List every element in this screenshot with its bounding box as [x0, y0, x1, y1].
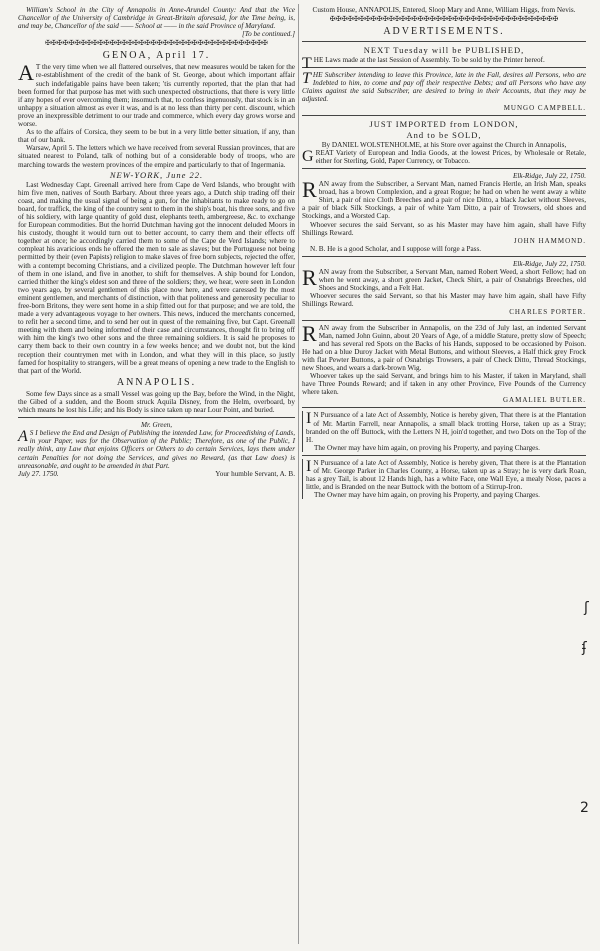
ad-rule — [302, 115, 586, 116]
handwritten-margin-mark: ʃ — [584, 600, 589, 616]
annapolis-heading: ANNAPOLIS. — [116, 376, 197, 388]
continued-note: [To be continued.] — [241, 30, 295, 39]
genoa-paragraph: A T the very time when we all flattered ourselves, that new measures would be taken for the re-establishment of the credit of the bank of St. George, about which important affair such indefatigable pains have been taken; 'tis currently reported, that the plan that had been formed for that purpose has met with such unexpected obstructions, that there is very little if any hopes of ever overcoming them; insomuch that, to confess ingenuously, that stock is in an unhappy a situation almost as ever it was, and is at no less than thirty per cent. discount, which prove an inexpressible detriment to our trade and commerce, which every day grows worse and worse. — [18, 60, 295, 129]
ad4-body: RAN away from the Subscriber, a Servant Man, named Francis Hertle, an Irish Man, speaks broad, has a brown Complexion, and a great Rogue; he had on when he went away a white Shirt, a pair of nice Cloth Breeches and a pair of nice Ditto, a black Jacket without Sleeves, a pair of black Silk Stockings, a pair of white Yarn Ditto, a pair of Trowsers, old shoes and Stockings, and a Worsted Cap. — [302, 177, 586, 221]
ad5-reward: Whoever secures the said Servant, so that his Master may have him again, shall have Fifty Shillings Reward. — [302, 292, 586, 309]
letter-body: A S I believe the End and Design of Publishing the intended Law, for Proceedishing of Lands, in your Paper, was for the Observation of the Public; Therefore, as one of the Public, I really think, any Law that enjoins Officers or Others to do certain Services, lays them under certain Penalties for not doing the Services, and gives no Reward, (as that Law does) is unreasonable, and ought to be amended in that Part. — [18, 428, 295, 470]
ad7-box — [302, 411, 586, 451]
ad1-heading: NEXT Tuesday will be PUBLISHED, — [363, 45, 525, 56]
ad8-body: I N Pursuance of a late Act of Assembly, Notice is hereby given, That there is at the Plantation of Mr. George Parker in Charles County, a Horse, taken up as a Stray; he is very dark Roan, has a grey Tail, is about 12 Hands high, has a white Face, one Wall Eye, a mealy Nose, paces a little, and is Branded on the near Buttock with the bottom of a Stirrup-Iron. — [306, 457, 586, 492]
ad-rule — [302, 455, 586, 456]
letter-salutation: Mr. Green, — [140, 421, 173, 430]
newyork-paragraph: Last Wednesday Capt. Greenall arrived here from Cape de Verd Islands, who brought with him five men, natives of South Barbary. About three years ago, a Dutch ship trading off their coast, and making the usual signal of being a gun, for the inhabitants to make ready to go on board, for traffick, the king of the country sent to them in the ship's boat, his three sons, and five of his soldiery, with large quantity of gold dust, elephants teeth, ambergreese, &c. to exchange for European commodities. But the horrid Dutchman having got the innocent deluded Moors in his custody, thought it would turn out to better account, to carry them and their effects off together at once; he accordingly carried them to some of the Cape de Verd Islands; where to compleat his avaricious ends he offered the men to sale as slaves; but the Portuguese not being permitted by their (even Papists) religion to make slaves of free born subjects, rejected the offer, with a contempt becoming Christians, and a civilized people. The Dutchman however left four of them in one island, and five in another, to shift for themselves. A ship bound for London, carried thither the king's eldest son and three of the soldiers; they, we hear, were seen in London two years ago, by several gentlemen of this place now here, and were caressed by the most eminent gentlemen, and merchants of distinction, with that politeness and generosity peculiar to free-born Britons, they were sent home in a ship fitted out for that purpose; and we are told, the made a very advantageous voyage to her owners. This news, induced the merchants concerned, to refit her a second time, and to send her out in quest of the remaining five, but Capt. Greenall meeting with them and being informed of their case and circumstances, thought fit to bring off with him the king's two other sons and the three remaining soldiers. It is said he proposes to carry them back to their own country in a few weeks hence; and we doubt not, but the kind reception their countrymen met with in London, and what they will in this place, so justly famed for hospitality to strangers, will be a great means of opening a new trade to the English to that part of the World. — [18, 180, 295, 375]
ad5-signature: CHARLES PORTER. — [509, 308, 586, 317]
warsaw-paragraph: Warsaw, April 5. The letters which we have received from several Russian provinces, that are situated nearest to Poland, talk of nothing but of a considerable body of troops, who are marching towards the western provinces of the empire and particularly to that of Ingermania. — [18, 144, 295, 169]
ad7-owner: The Owner may have him again, on proving his Property, and paying Charges. — [314, 443, 540, 452]
right-column — [302, 6, 586, 499]
genoa-heading: GENOA, April 17. — [102, 50, 211, 62]
ad-rule — [302, 168, 586, 169]
ad6-reward: Whoever takes up the said Servant, and brings him to his Master, if taken in Maryland, shall have Three Pounds Reward; and if taken in any other Province, Five Pounds of the Currency where taken. — [302, 372, 586, 397]
annapolis-paragraph: Some few Days since as a small Vessel was going up the Bay, before the Wind, in the Night, the Gibed of a sudden, and the Boom struck Aquila Disney, from the Helm, overboard, by which means he lost his Life; and his Body is since taken up near Lour Point, and buried. — [18, 389, 295, 415]
ad-rule — [302, 407, 586, 408]
ornamental-divider: ✠✠✠✠✠✠✠✠✠✠✠✠✠✠✠✠✠✠✠✠✠✠✠✠✠✠✠✠✠✠✠✠✠✠✠✠✠✠ — [45, 39, 268, 48]
ad5-body: RAN away from the Subscriber, a Servant Man, named Robert Weed, a short Fellow; had on when he went away, a short green Jacket, Check Shirt, a pair of Osnabrigs Breeches, old Shoes and Stockings, and a Felt Hat. — [302, 264, 586, 293]
ad-rule — [302, 41, 586, 42]
ad1-body: THE Laws made at the last Session of Assembly. To be sold by the Printer hereof. — [302, 55, 545, 73]
ad-rule — [302, 320, 586, 321]
column-divider — [298, 4, 299, 944]
left-column — [18, 6, 295, 478]
ad5-dateline: Elk-Ridge, July 22, 1750. — [512, 259, 586, 268]
ad7-body: I N Pursuance of a late Act of Assembly, Notice is hereby given, That there is at the Plantation of Mr. Martin Farrell, near Annapolis, a small black trotting Horse, taken up as a Stray; branded on the off Buttock, with the Letters N H, join'd together, and two Dots on the Top of the H. — [306, 410, 586, 444]
custom-house-entry: Custom House, ANNAPOLIS, Entered, Sloop Mary and Anne, William Higgs, from Nevis. — [312, 6, 576, 14]
ad4-dateline: Elk-Ridge, July 22, 1750. — [512, 171, 586, 180]
ad-rule — [302, 67, 586, 68]
ad3-seller: By DANIEL WOLSTENHOLME, at his Store over against the Church in Annapolis, — [321, 140, 567, 149]
ad4-reward: Whoever secures the said Servant, so as his Master may have him again, shall have Fifty Shillings Reward. — [302, 220, 586, 237]
ornamental-divider-right: ✠✠✠✠✠✠✠✠✠✠✠✠✠✠✠✠✠✠✠✠✠✠✠✠✠✠✠✠✠✠✠✠✠✠✠✠✠✠✠ — [329, 15, 559, 24]
ad4-signature: JOHN HAMMOND. — [513, 236, 586, 245]
genoa-paragraph-2: As to the affairs of Corsica, they seem to be but in a very little better situation, if any, than that of our bank. — [18, 128, 295, 145]
ad2-signature: MUNGO CAMPBELL. — [503, 103, 586, 112]
ad6-signature: GAMALIEL BUTLER. — [502, 396, 586, 405]
newyork-heading: NEW-YORK, June 22. — [109, 169, 204, 180]
ad8-box — [302, 459, 586, 499]
ad3-body: GREAT Variety of European and India Goods, at the lowest Prices, by Wholesale or Retale, either for Sterling, Gold, Paper Currency, or Tobacco. — [302, 147, 586, 165]
letter-date: July 27. 1750. — [18, 469, 59, 478]
letter-close: Your humble Servant, A. B. — [215, 469, 295, 478]
ad2-body: THE Subscriber intending to leave this Province, late in the Fall, desires all Persons, who are Indebted to him, to come and pay off their respective Debts; and all Persons who have any Claims against the said Subscriber, are desired to bring in their Accounts, that they may be adjusted. — [302, 70, 586, 104]
ad3-heading: JUST IMPORTED from LONDON, — [369, 118, 519, 129]
ad3-subheading: And to be SOLD, — [406, 129, 482, 140]
charter-intro: William's School in the City of Annapolis in Anne-Arundel County: And that the Vice Chancellor of the University of Cambridge in Great-Britain aforesaid, for the Time being, is, and may be, Chancellor of the said —— School at —— in the said Province of Maryland. — [18, 6, 295, 31]
ad-rule — [302, 256, 586, 257]
section-rule — [18, 417, 295, 418]
ad4-note: N. B. He is a good Scholar, and I suppose will forge a Pass. — [310, 244, 482, 253]
letter-signoff — [18, 470, 295, 478]
ad8-owner: The Owner may have him again, on proving his Property, and paying Charges. — [314, 491, 540, 500]
ad6-body: RAN away from the Subscriber in Annapolis, on the 23d of July last, an indented Servant Man, named John Guinn, about 20 Years of Age, of a middle Stature, pretty slow of Speech; and has several red Spots on the Backs of his Hands, supposed to be occasioned by Poison. He had on a blue Duroy Jacket with Metal Buttons, and without Sleeves, a Half thick grey Frock with flat Pewter Buttons, a pair of Osnabrigs Trowsers, a pair of Check Ditto, Thread Stockings, new Shoes, and wears a dark-brown Wig. — [302, 320, 586, 372]
handwritten-margin-mark: 2 — [580, 800, 589, 816]
handwritten-margin-mark: ʄ — [582, 640, 587, 656]
advertisements-heading: ADVERTISEMENTS. — [383, 26, 505, 38]
